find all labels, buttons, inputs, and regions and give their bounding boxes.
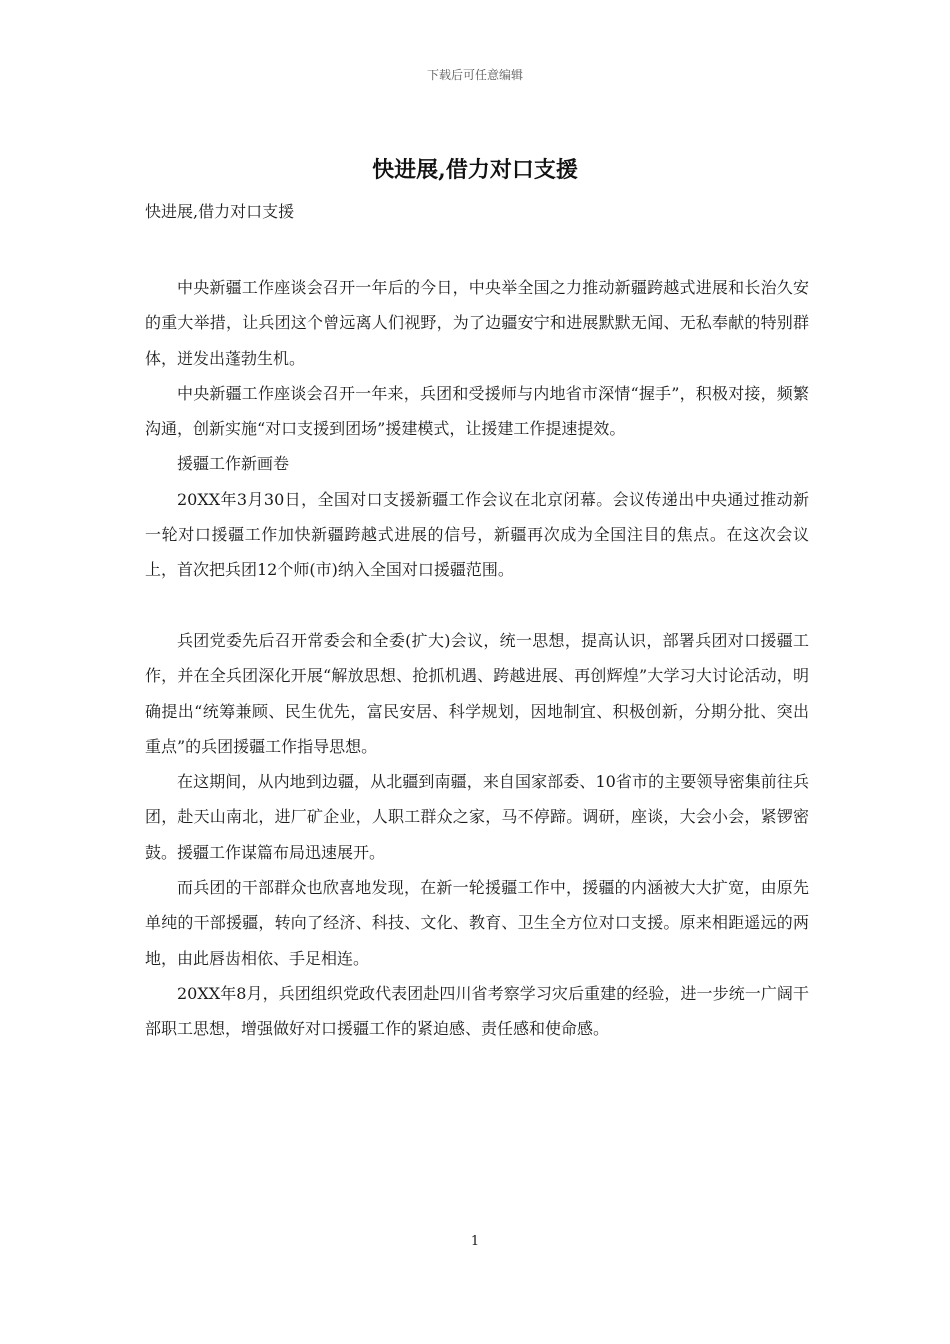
paragraph: 中央新疆工作座谈会召开一年来，兵团和受援师与内地省市深情“握手”，积极对接，频繁沟通，创新实施“对口支援到团场”援建模式，让援建工作提速提效。: [145, 383, 809, 439]
paragraph-spacer: [145, 588, 809, 623]
document-subtitle: 快进展,借力对口支援: [145, 202, 295, 221]
document-title: 快进展,借力对口支援: [372, 157, 578, 183]
paragraph: 20XX年3月30日，全国对口支援新疆工作会议在北京闭幕。会议传递出中央通过推动新一轮对口援疆工作加快新疆跨越式进展的信号，新疆再次成为全国注目的焦点。在这次会议上，首次把兵团12个师(市)纳入全国对口援疆范围。: [145, 489, 809, 580]
page-number: 1: [470, 1234, 480, 1249]
paragraph: 而兵团的干部群众也欣喜地发现，在新一轮援疆工作中，援疆的内涵被大大扩宽，由原先单纯的干部援疆，转向了经济、科技、文化、教育、卫生全方位对口支援。原来相距遥远的两地，由此唇齿相依、手足相连。: [145, 878, 809, 968]
paragraph: 在这期间，从内地到边疆，从北疆到南疆，来自国家部委、10省市的主要领导密集前往兵团，赴天山南北，进厂矿企业，人职工群众之家，马不停蹄。调研，座谈，大会小会，紧锣密鼓。援疆工作谋篇布局迅速展开。: [145, 772, 809, 862]
page-header-note: 下载后可任意编辑: [426, 68, 523, 82]
paragraph: 中央新疆工作座谈会召开一年后的今日，中央举全国之力推动新疆跨越式进展和长治久安的重大举措，让兵团这个曾远离人们视野，为了边疆安宁和进展默默无闻、无私奉献的特别群体，迸发出蓬勃生机。: [145, 278, 809, 368]
paragraph: 20XX年8月，兵团组织党政代表团赴四川省考察学习灾后重建的经验，进一步统一广阔干部职工思想，增强做好对口援疆工作的紧迫感、责任感和使命感。: [145, 983, 809, 1039]
document-body: [145, 270, 809, 1047]
paragraph: 兵团党委先后召开常委会和全委(扩大)会议，统一思想，提高认识，部署兵团对口援疆工作，并在全兵团深化开展“解放思想、抢抓机遇、跨越进展、再创辉煌”大学习大讨论活动，明确提出“统筹兼顾、民生优先，富民安居、科学规划，因地制宜、积极创新，分期分批、突出重点”的兵团援疆工作指导思想。: [145, 630, 809, 756]
section-heading: 援疆工作新画卷: [177, 454, 290, 474]
